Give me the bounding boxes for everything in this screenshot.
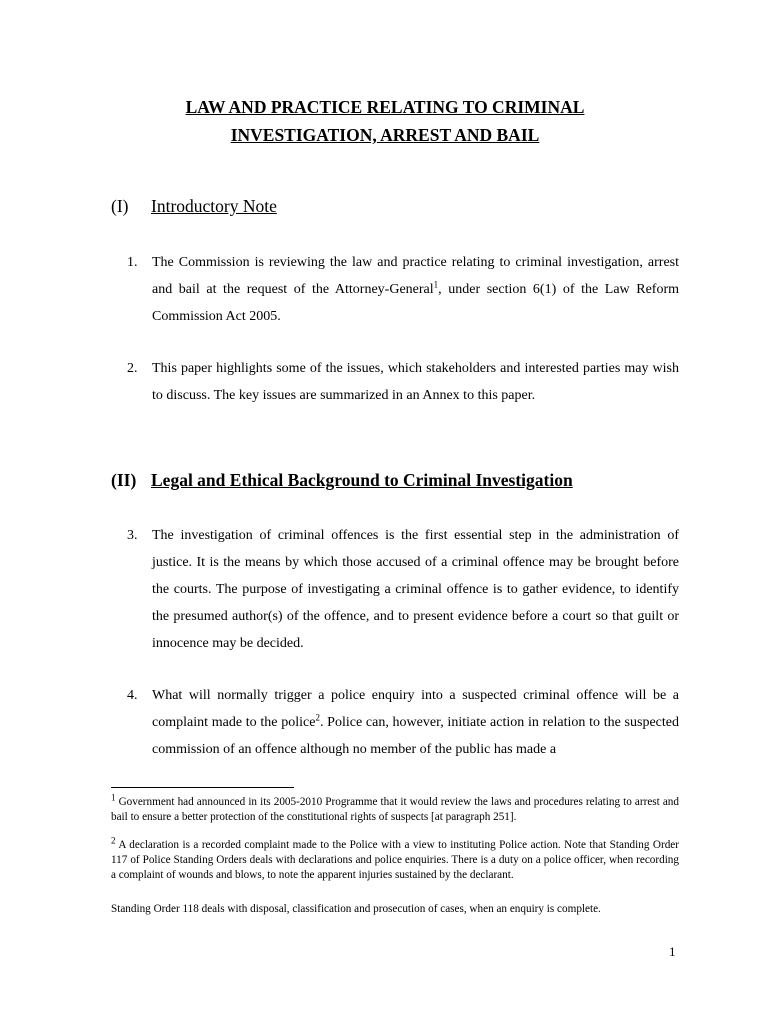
title-line-1: LAW AND PRACTICE RELATING TO CRIMINAL [185, 97, 585, 117]
page-number: 1 [669, 944, 676, 959]
section-title: Introductory Note [151, 196, 277, 216]
footnote-text: Government had announced in its 2005-2010 Programme that it would review the laws and procedures relating to arrest and bail to ensure a better protection of the constitutional rights of suspects [at paragraph 251]. [111, 796, 679, 823]
footnote-text: Standing Order 118 deals with disposal, classification and prosecution of cases, when an enquiry is complete. [111, 903, 601, 915]
paragraph-text-b: . Police can, however, initiate action in relation to the suspected commission of an offence although no member of the public has made a [152, 715, 679, 757]
paragraph-text-a: The Commission is reviewing the law and practice relating to criminal investigation, arrest and bail at the request of the Attorney-General [152, 255, 679, 297]
document-title [110, 93, 660, 149]
section-heading-legal-ethical-background [111, 468, 573, 492]
footnote-ref-2[interactable]: 2 [315, 712, 320, 723]
section-title: Legal and Ethical Background to Criminal Investigation [151, 470, 573, 490]
section-number: (I) [111, 196, 129, 216]
paragraph-2 [127, 355, 679, 409]
footnote-1 [111, 792, 679, 825]
section-heading-introductory-note [111, 194, 277, 218]
paragraph-4 [127, 682, 679, 763]
footnote-2-continuation [111, 902, 679, 917]
paragraph-1 [127, 249, 679, 330]
footnote-mark: 2 [111, 835, 116, 846]
paragraph-number: 4. [127, 688, 138, 703]
paragraph-number: 3. [127, 528, 138, 543]
footnote-text: A declaration is a recorded complaint made to the Police with a view to instituting Police action. Note that Standing Order 117 of Police Standing Orders deals with declarations and police enquiries. There is a duty on a police officer, when recording a complaint of wounds and blows, to note the apparent injuries sustained by the declarant. [111, 839, 679, 881]
footnote-mark: 1 [111, 792, 116, 803]
paragraph-text-a: What will normally trigger a police enquiry into a suspected criminal offence will be a complaint made to the police [152, 688, 679, 730]
paragraph-text-b: , under section 6(1) of the Law Reform Commission Act 2005. [152, 282, 679, 324]
paragraph-text: This paper highlights some of the issues, which stakeholders and interested parties may wish to discuss. The key issues are summarized in an Annex to this paper. [152, 361, 679, 403]
paragraph-number: 2. [127, 361, 138, 376]
paragraph-number: 1. [127, 255, 138, 270]
paragraph-text: The investigation of criminal offences is the first essential step in the administration of justice. It is the means by which those accused of a criminal offence may be brought before the courts. The purpose of investigating a criminal offence is to gather evidence, to identify the presumed author(s) of the offence, and to present evidence before a court so that guilt or innocence may be decided. [152, 528, 679, 651]
section-number: (II) [111, 470, 137, 490]
footnote-separator [111, 787, 294, 788]
paragraph-3 [127, 522, 679, 657]
footnote-2 [111, 835, 679, 883]
title-line-2: INVESTIGATION, ARREST AND BAIL [230, 125, 540, 145]
footnote-ref-1[interactable]: 1 [433, 279, 439, 290]
